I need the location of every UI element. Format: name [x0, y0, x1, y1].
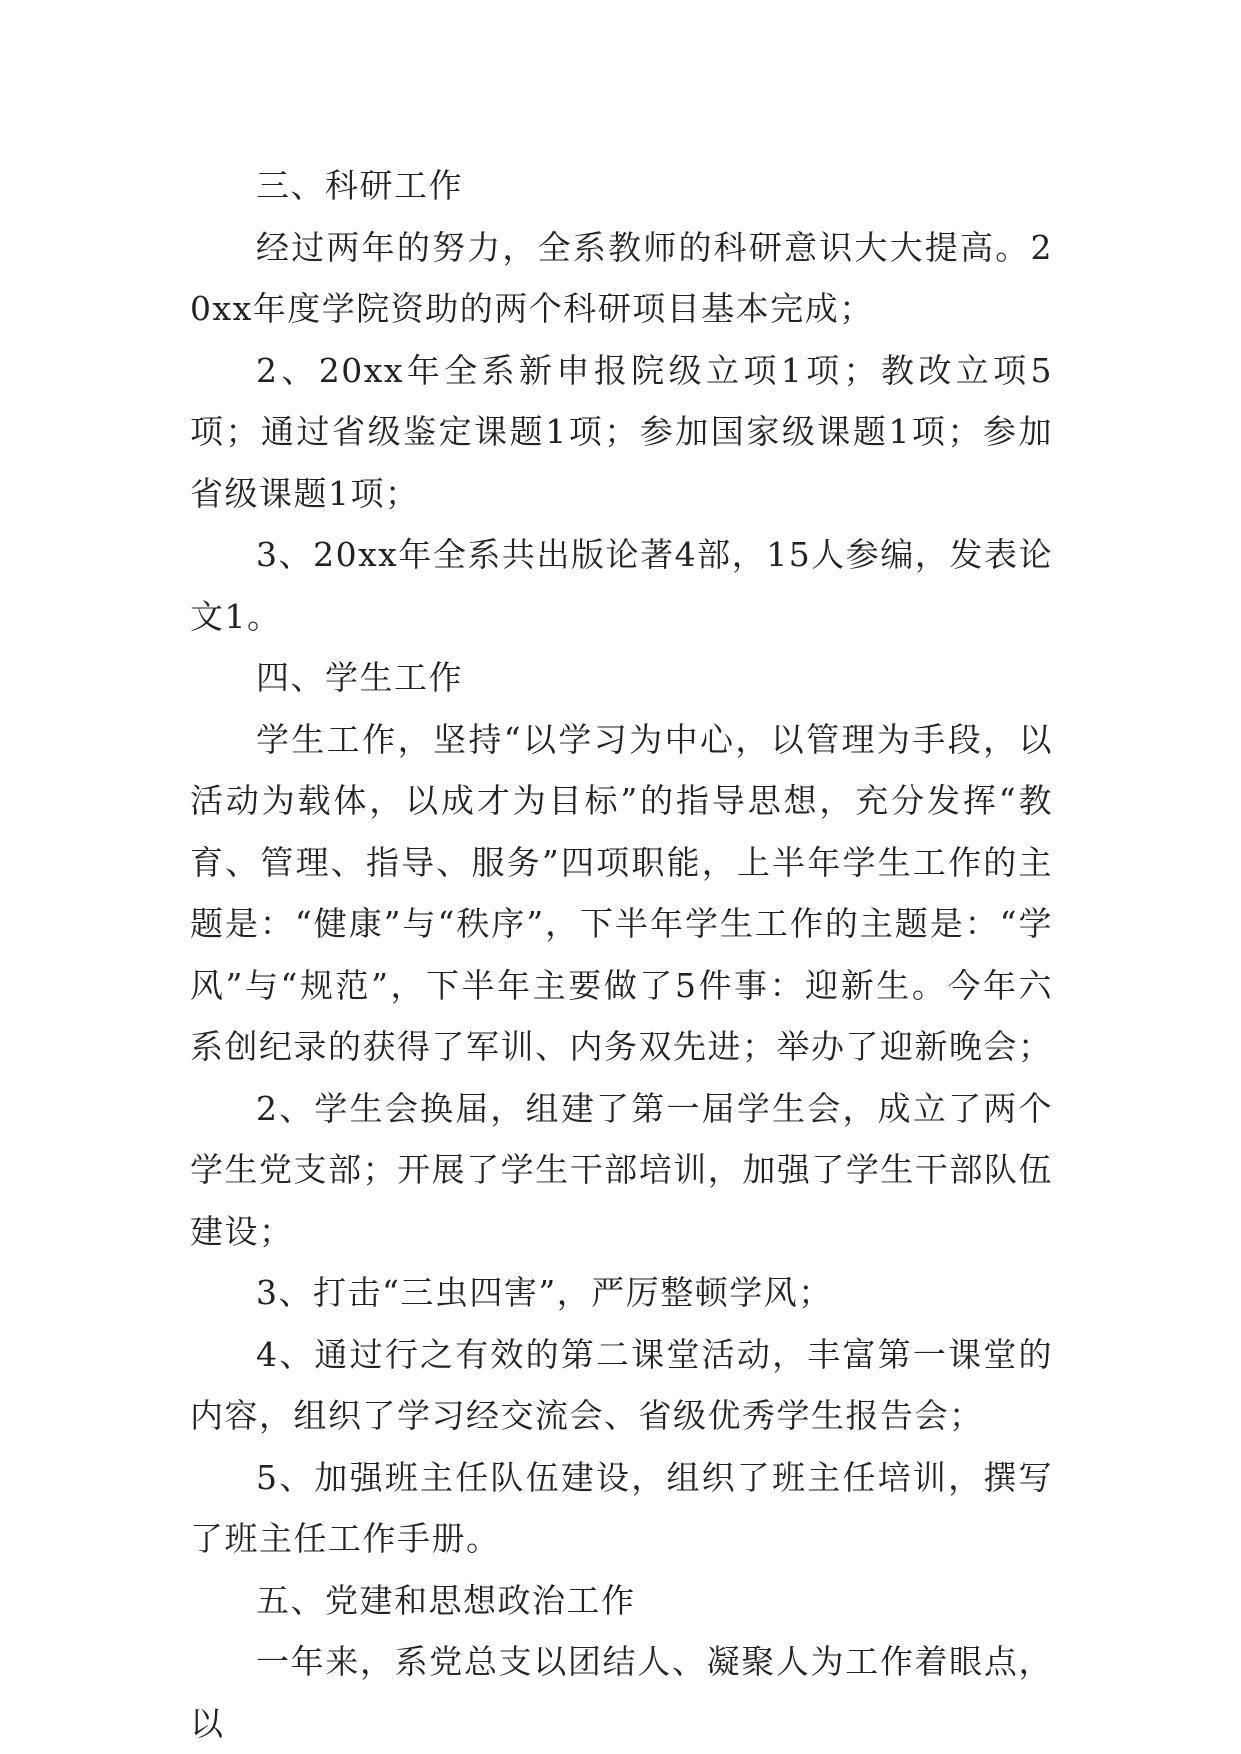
section-heading-party-building: 五、党建和思想政治工作 [256, 1580, 636, 1620]
document-body [190, 155, 1053, 1754]
paragraph: 学生工作，坚持“以学习为中心，以管理为手段，以活动为载体，以成才为目标”的指导思想，充分发挥“教育、管理、指导、服务”四项职能，上半年学生工作的主题是：“健康”与“秩序”，下半年学生工作的主题是：“学风”与“规范”，下半年主要做了5件事：迎新生。今年六系创纪录的获得了军训、内务双先进；举办了迎新晚会； [190, 719, 1053, 1066]
paragraph: 经过两年的努力，全系教师的科研意识大大提高。20xx年度学院资助的两个科研项目基本完成； [190, 227, 1053, 328]
paragraph: 2、20xx年全系新申报院级立项1项；教改立项5项；通过省级鉴定课题1项；参加国家级课题1项；参加省级课题1项； [190, 350, 1053, 513]
paragraph: 3、打击“三虫四害”，严厉整顿学风； [256, 1273, 833, 1312]
section-heading-research: 三、科研工作 [256, 166, 463, 205]
paragraph: 3、20xx年全系共出版论著4部，15人参编，发表论文1。 [190, 535, 1053, 636]
paragraph: 一年来，系党总支以团结人、凝聚人为工作着眼点，以 [190, 1642, 1053, 1743]
section-heading-student-work: 四、学生工作 [256, 658, 463, 697]
paragraph: 4、通过行之有效的第二课堂活动，丰富第一课堂的内容，组织了学习经交流会、省级优秀学生报告会； [190, 1334, 1053, 1435]
paragraph: 5、加强班主任队伍建设，组织了班主任培训，撰写了班主任工作手册。 [190, 1457, 1053, 1558]
paragraph: 2、学生会换届，组建了第一届学生会，成立了两个学生党支部；开展了学生干部培训，加强了学生干部队伍建设； [190, 1088, 1053, 1251]
